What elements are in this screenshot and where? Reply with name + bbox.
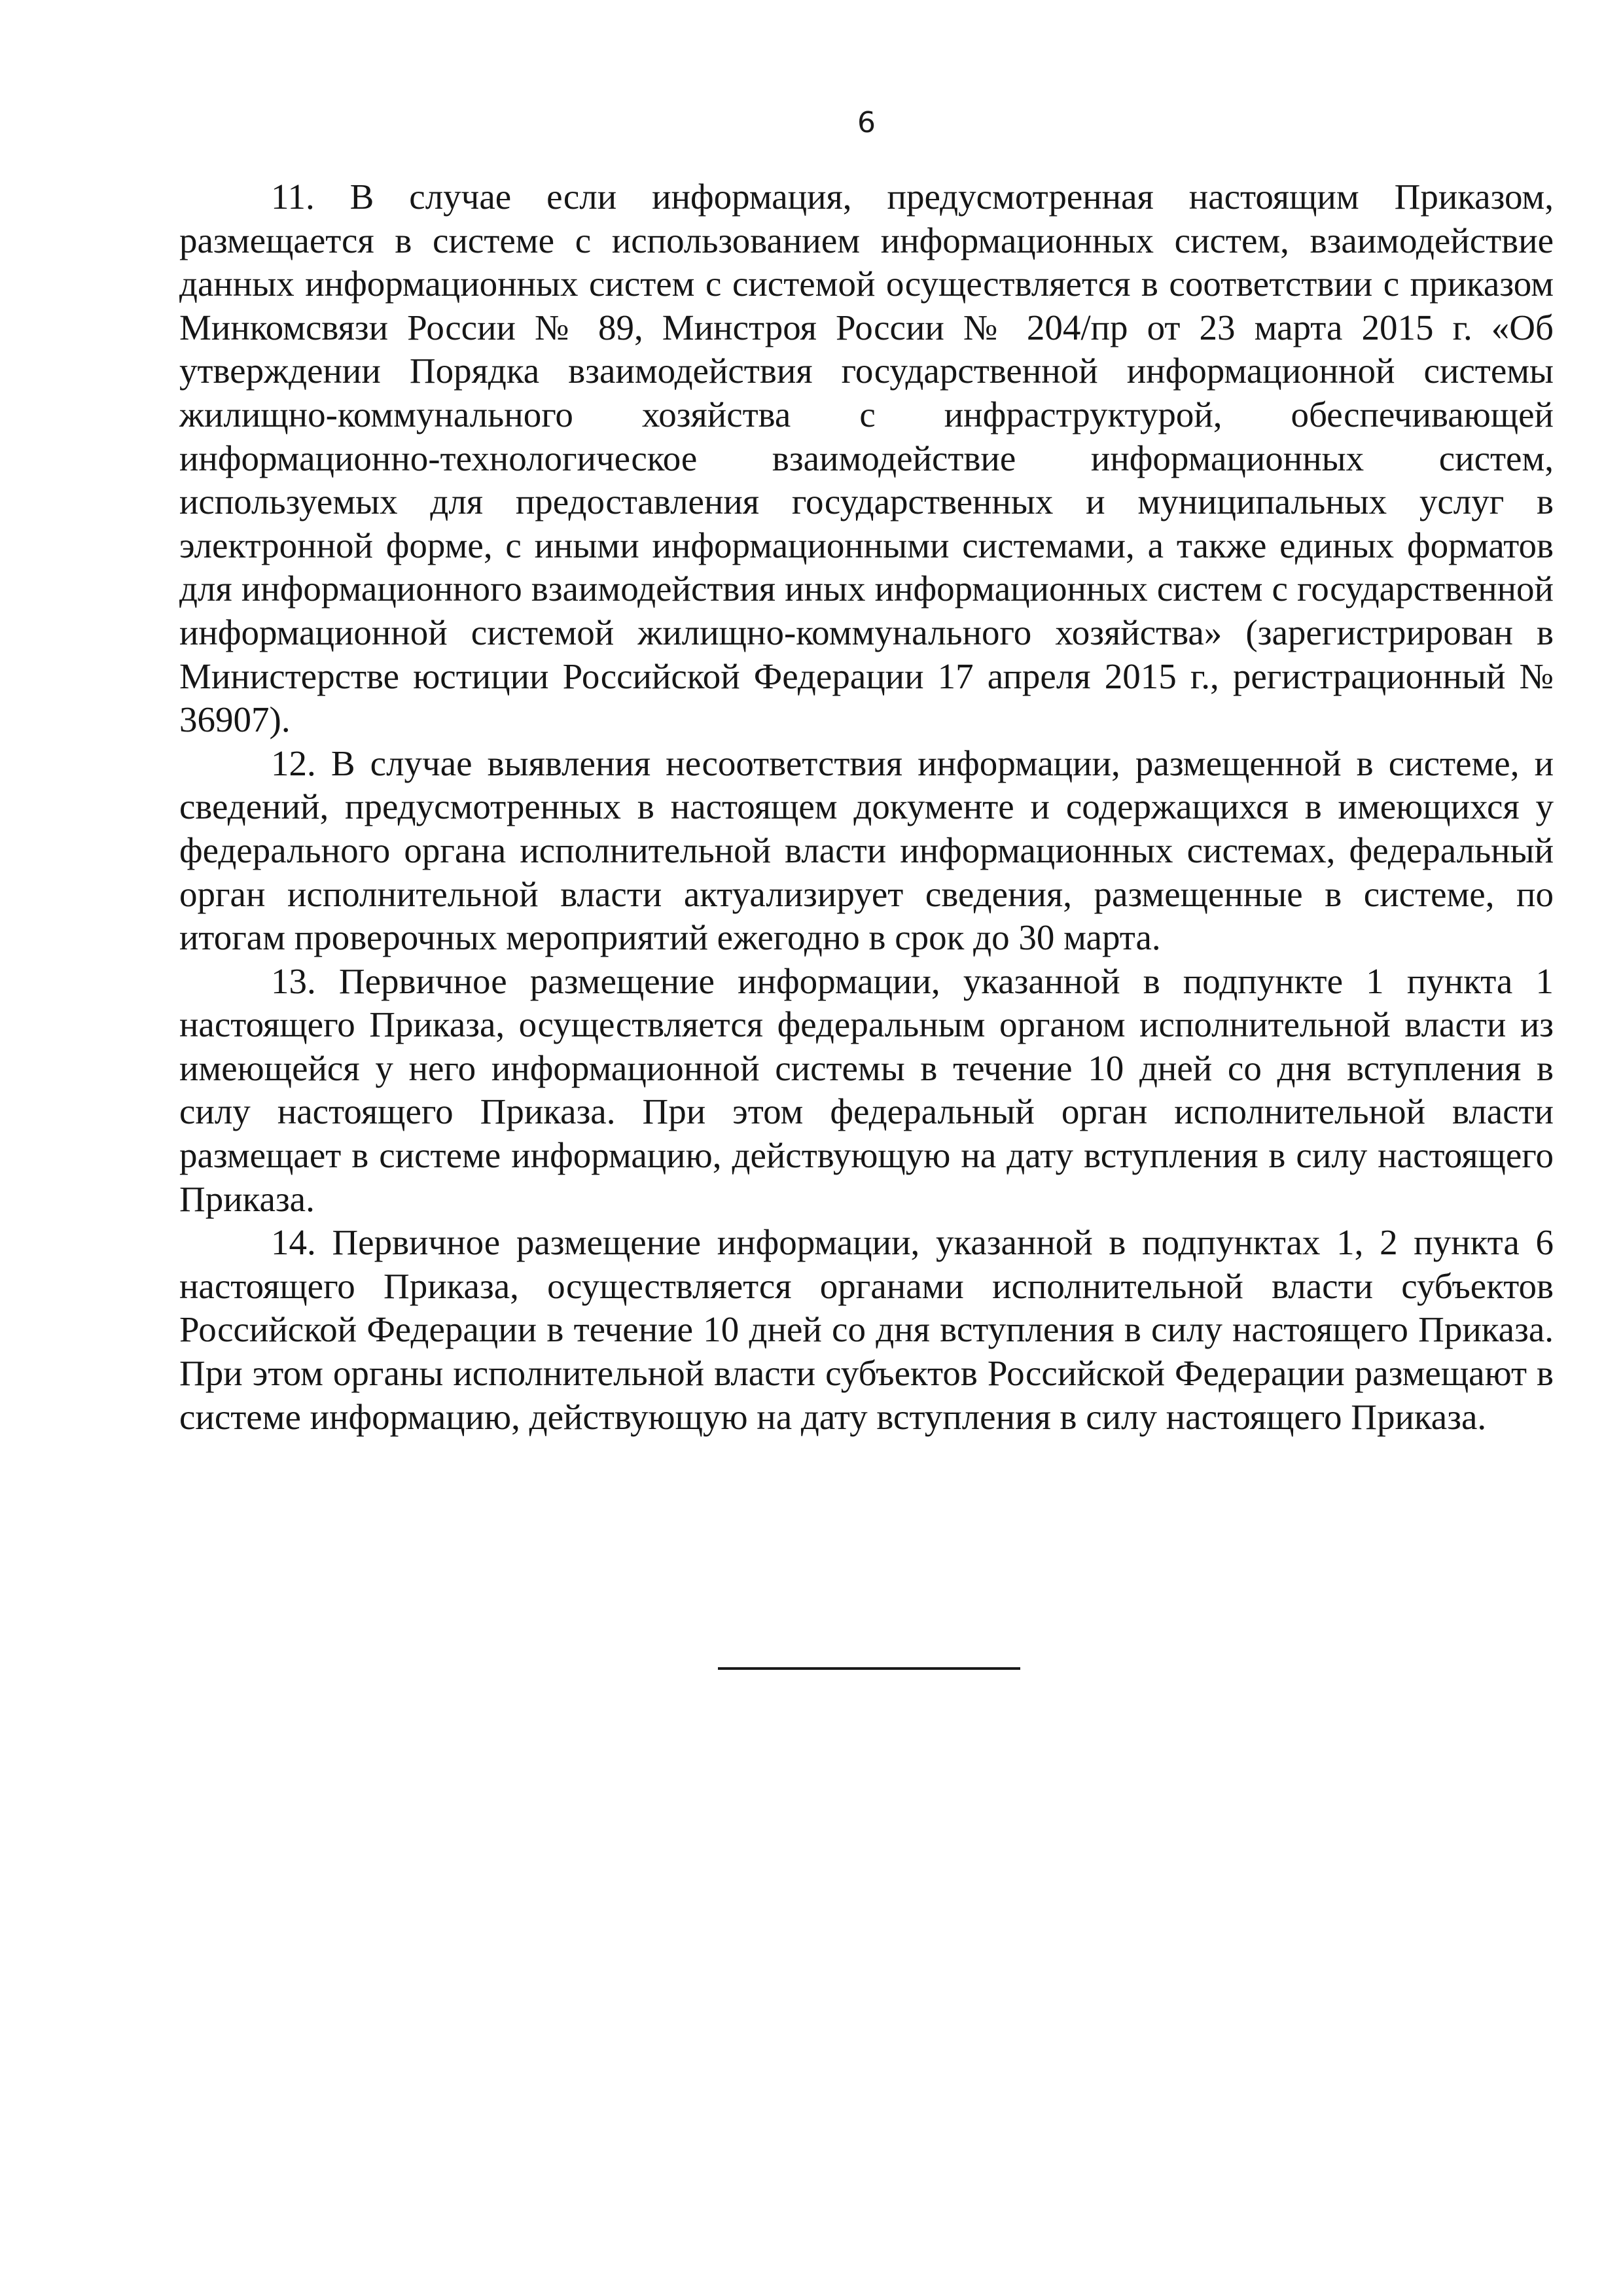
page-number: 6 [857, 106, 876, 139]
end-of-document-rule [718, 1667, 1020, 1670]
paragraph-item-14: 14. Первичное размещение информации, указанной в подпунктах 1, 2 пункта 6 настоящего Приказа, осуществляется органами исполнительной власти субъектов Российской Федерации в течение 10 дней со дня вступления в силу настоящего Приказа. При этом органы исполнительной власти субъектов Российской Федерации размещают в системе информацию, действующую на дату вступления в силу настоящего Приказа. [179, 1222, 1554, 1437]
document-body [179, 175, 1554, 1439]
paragraph-item-13: 13. Первичное размещение информации, указанной в подпункте 1 пункта 1 настоящего Приказа, осуществляется федеральным органом исполнительной власти из имеющейся у него информационной системы в течение 10 дней со дня вступления в силу настоящего Приказа. При этом федеральный орган исполнительной власти размещает в системе информацию, действующую на дату вступления в силу настоящего Приказа. [179, 961, 1554, 1219]
paragraph-item-12: 12. В случае выявления несоответствия информации, размещенной в системе, и сведений, предусмотренных в настоящем документе и содержащихся в имеющихся у федерального органа исполнительной власти информационных системах, федеральный орган исполнительной власти актуализирует сведения, размещенные в системе, по итогам проверочных мероприятий ежегодно в срок до 30 марта. [179, 743, 1554, 958]
paragraph-item-11: 11. В случае если информация, предусмотренная настоящим Приказом, размещается в системе с использованием информационных систем, взаимодействие данных информационных систем с системой осуществляется в соответствии с приказом Минкомсвязи России № 89, Минстроя России № 204/пр от 23 марта 2015 г. «Об утверждении Порядка взаимодействия государственной информационной системы жилищно-коммунального хозяйства с инфраструктурой, обеспечивающей информационно-технологическое взаимодействие информационных систем, используемых для предоставления государственных и муниципальных услуг в электронной форме, с иными информационными системами, а также единых форматов для информационного взаимодействия иных информационных систем с государственной информационной системой жилищно-коммунального хозяйства» (зарегистрирован в Министерстве юстиции Российской Федерации 17 апреля 2015 г., регистрационный № 36907). [179, 177, 1554, 740]
